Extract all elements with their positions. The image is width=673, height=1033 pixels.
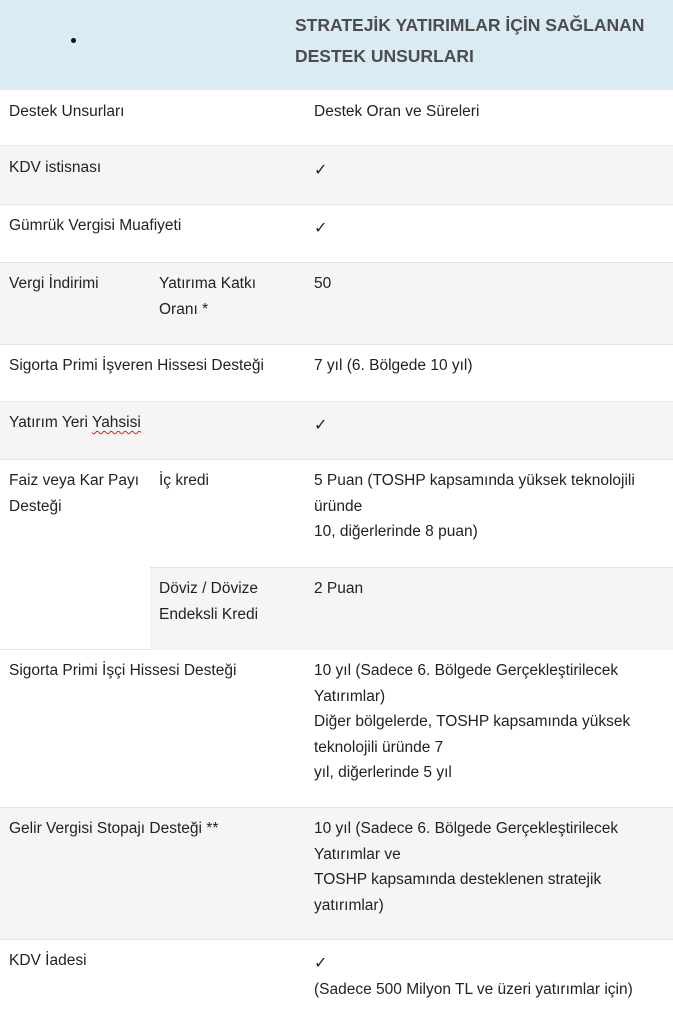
row-label	[9, 468, 139, 519]
spelling-error-word: Yahsisi	[92, 414, 141, 431]
subrow-doviz	[150, 568, 673, 650]
value-line: Yatırımlar ve	[314, 845, 401, 863]
label-line: Faiz veya Kar Payı	[9, 472, 140, 489]
sublabel-line: Oranı *	[159, 300, 209, 318]
value-line: Diğer bölgelerde, TOSHP kapsamında yüksek	[314, 713, 631, 730]
value-line: üründe	[314, 497, 363, 515]
row-value: 50	[314, 275, 332, 292]
row-label: Vergi İndirimi	[9, 275, 99, 292]
title-line-1: STRATEJİK YATIRIMLAR İÇİN SAĞLANAN	[295, 15, 645, 35]
value-line: yıl, diğerlerinde 5 yıl	[314, 764, 452, 781]
sublabel-line: Endeksli Kredi	[159, 605, 259, 623]
row-value: 7 yıl (6. Bölgede 10 yıl)	[314, 357, 473, 374]
value-line: yatırımlar)	[314, 896, 384, 914]
value-line: 10, diğerlerinde 8 puan)	[314, 523, 478, 540]
row-label: Sigorta Primi İşveren Hissesi Desteği	[9, 357, 264, 374]
sublabel-line: Yatırıma Katkı	[159, 275, 257, 292]
label-text: Yatırım Yeri	[9, 414, 92, 431]
row-label	[9, 410, 141, 436]
table-header-banner	[0, 0, 673, 90]
value-line: 10 yıl (Sadece 6. Bölgede Gerçekleştirilecek	[314, 820, 619, 837]
table-row-gelir-vergisi	[0, 808, 673, 940]
value-line: teknolojili üründe 7	[314, 738, 444, 756]
check-icon: ✓	[314, 218, 328, 237]
row-label: KDV İadesi	[9, 952, 87, 969]
page-title	[295, 10, 665, 72]
row-sublabel: İç kredi	[159, 472, 209, 489]
check-icon: ✓	[314, 953, 328, 972]
value-line: Yatırımlar)	[314, 687, 386, 705]
row-label: Gelir Vergisi Stopajı Desteği **	[9, 820, 219, 837]
row-value	[314, 816, 664, 918]
row-label: Sigorta Primi İşçi Hissesi Desteği	[9, 662, 237, 679]
sublabel-line: Döviz / Dövize	[159, 580, 259, 597]
row-label: KDV istisnası	[9, 159, 102, 176]
title-line-2: DESTEK UNSURLARI	[295, 46, 474, 66]
row-sublabel	[159, 576, 258, 627]
table-row-vergi-indirimi	[0, 263, 673, 345]
row-label: Gümrük Vergisi Muafiyeti	[9, 217, 182, 234]
table-row-sigorta-isci	[0, 650, 673, 808]
table-row-kdv-iadesi	[0, 940, 673, 1033]
row-value	[314, 468, 664, 545]
row-value: 2 Puan	[314, 580, 364, 597]
check-icon: ✓	[314, 160, 328, 179]
row-sublabel	[159, 271, 256, 322]
subrow-ic-kredi	[150, 460, 673, 568]
table-row-sigorta-isveren	[0, 345, 673, 402]
check-icon: ✓	[314, 415, 328, 434]
value-line: 10 yıl (Sadece 6. Bölgede Gerçekleştirilecek	[314, 662, 619, 679]
value-line: TOSHP kapsamında desteklenen stratejik	[314, 871, 602, 888]
row-note: (Sadece 500 Milyon TL ve üzeri yatırımlar için)	[314, 981, 633, 998]
table-row-faiz	[0, 460, 673, 650]
column-header-support: Destek Unsurları	[9, 103, 125, 120]
table-row-yatirim-yeri	[0, 402, 673, 460]
row-value	[314, 658, 664, 786]
table-row-gumruk	[0, 205, 673, 263]
table-row-kdv-istisnasi	[0, 146, 673, 205]
label-line: Desteği	[9, 497, 62, 515]
value-line: 5 Puan (TOSHP kapsamında yüksek teknolojili	[314, 472, 635, 489]
column-header-rates: Destek Oran ve Süreleri	[314, 103, 480, 120]
table-row-column-headers	[0, 90, 673, 146]
bullet-icon	[71, 38, 76, 43]
